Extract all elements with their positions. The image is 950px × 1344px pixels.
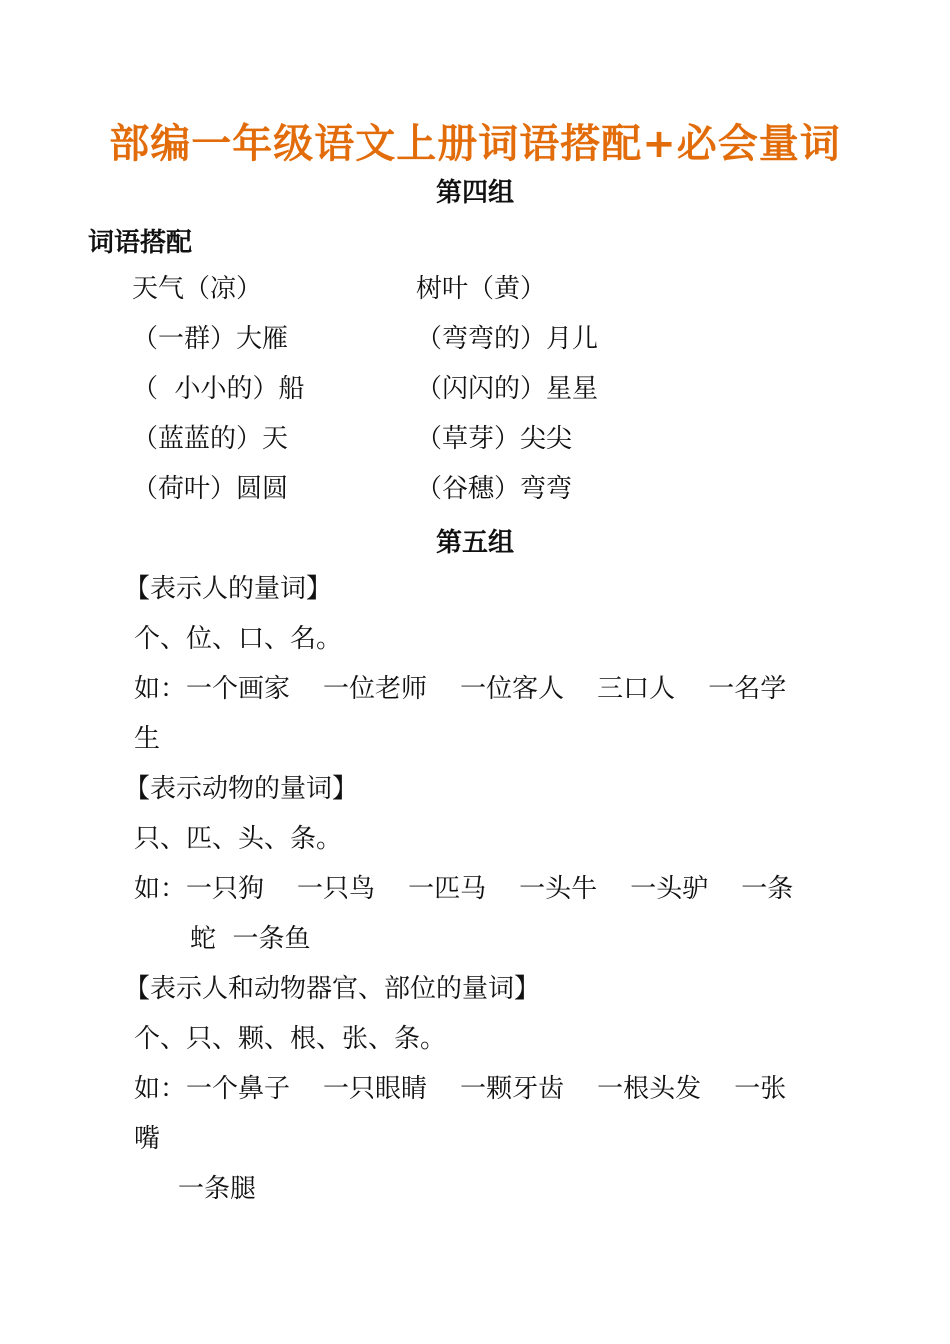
pair-left-1: 天气（凉） [132,274,263,304]
pair-right-4: （草芽）尖尖 [416,424,573,454]
group-4-heading: 第四组 [435,178,514,208]
organ-example-line-3: 一条腿 [178,1174,257,1204]
pair-right-3: （闪闪的）星星 [416,374,599,404]
animal-example-line-1: 如：一只狗 一只鸟 一匹马 一头牛 一头驴 一条 [134,874,794,904]
organ-example-line-2: 嘴 [134,1124,161,1154]
organ-example-line-1: 如：一个鼻子 一只眼睛 一颗牙齿 一根头发 一张 [134,1074,787,1104]
pair-right-1: 树叶（黄） [416,274,547,304]
organ-measure-category: 【表示人和动物器官、部位的量词】 [124,974,541,1004]
animal-measure-words: 只、匹、头、条。 [134,824,343,854]
word-pairing-heading: 词语搭配 [88,228,193,258]
people-measure-category: 【表示人的量词】 [124,574,333,604]
animal-measure-category: 【表示动物的量词】 [124,774,359,804]
pair-right-2: （弯弯的）月儿 [416,324,599,354]
pair-left-5: （荷叶）圆圆 [132,474,289,504]
pair-left-2: （一群）大雁 [132,324,289,354]
people-example-line-1: 如：一个画家 一位老师 一位客人 三口人 一名学 [134,674,787,704]
pair-right-5: （谷穗）弯弯 [416,474,573,504]
group-5-heading: 第五组 [435,528,514,558]
organ-measure-words: 个、只、颗、根、张、条。 [134,1024,447,1054]
pair-left-4: （蓝蓝的）天 [132,424,289,454]
people-measure-words: 个、位、口、名。 [134,624,343,654]
animal-example-line-2: 蛇 一条鱼 [190,924,311,954]
document-title: 部编一年级语文上册词语搭配+必会量词 [109,121,841,167]
people-example-line-2: 生 [134,724,161,754]
pair-left-3: （ 小小的）船 [132,374,305,404]
